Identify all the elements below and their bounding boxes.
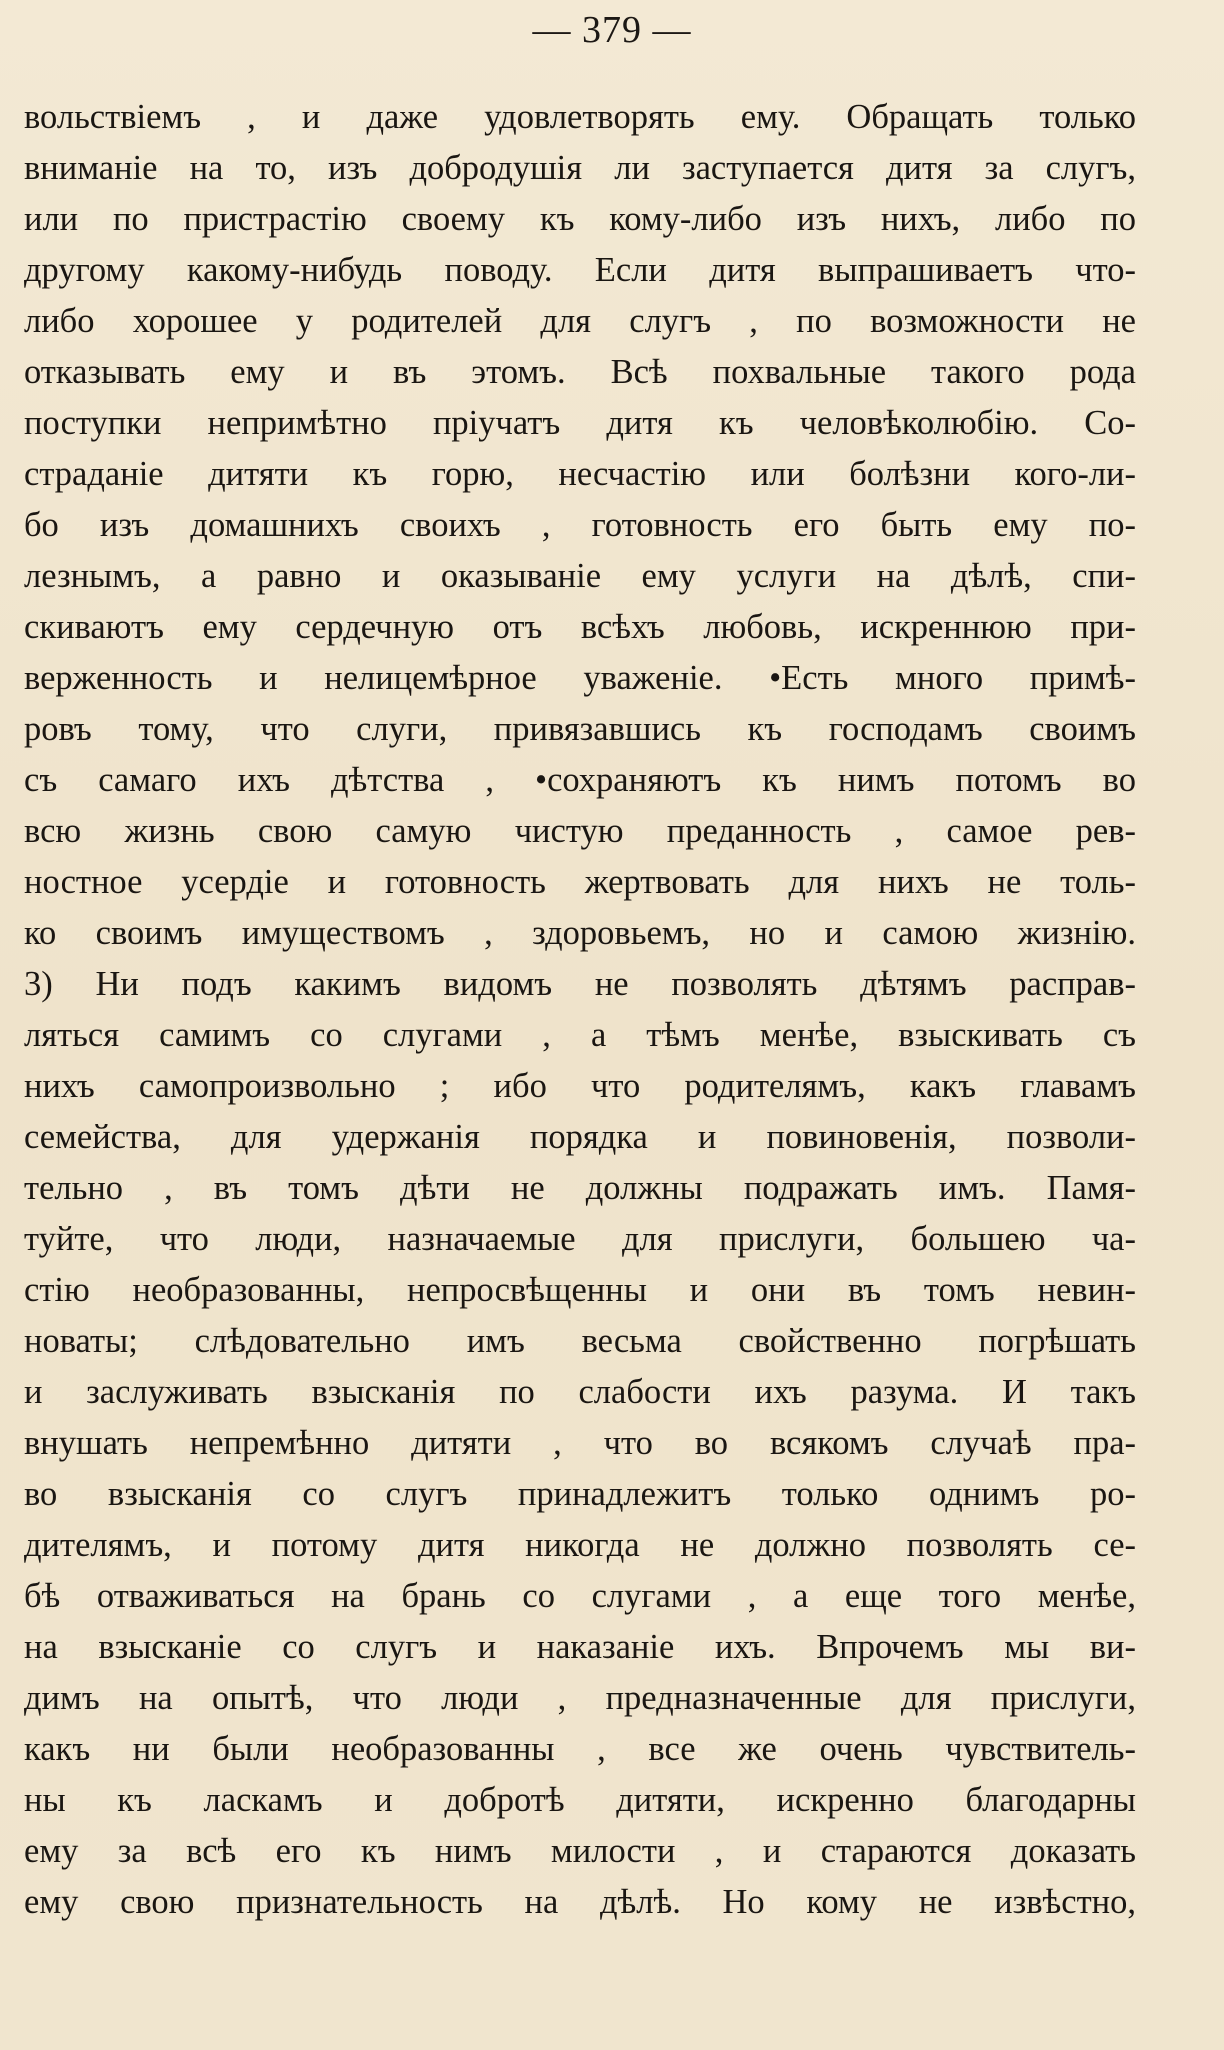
text-line: туйте, что люди, назначаемые для прислуги, большею ча- — [24, 1220, 1136, 1258]
text-line: димъ на опытѣ, что люди , предназначенные для прислуги, — [24, 1679, 1136, 1717]
text-line: внушать непремѣнно дитяти , что во всякомъ случаѣ пра- — [24, 1424, 1136, 1462]
text-line: либо хорошее у родителей для слугъ , по возможности не — [24, 302, 1136, 340]
text-line: верженность и нелицемѣрное уваженіе. •Есть много примѣ- — [24, 659, 1136, 697]
text-line: вниманіе на то, изъ добродушія ли заступается дитя за слугъ, — [24, 149, 1136, 187]
text-line: отказывать ему и въ этомъ. Всѣ похвальные такого рода — [24, 353, 1136, 391]
text-line: другому какому-нибудь поводу. Если дитя выпрашиваетъ что- — [24, 251, 1136, 289]
text-line: бо изъ домашнихъ своихъ , готовность его быть ему по- — [24, 506, 1136, 544]
text-line: тельно , въ томъ дѣти не должны подражать имъ. Памя- — [24, 1169, 1136, 1207]
text-line: семейства, для удержанія порядка и повиновенія, позволи- — [24, 1118, 1136, 1156]
text-line: съ самаго ихъ дѣтства , •сохраняютъ къ нимъ потомъ во — [24, 761, 1136, 799]
text-line: ностное усердіе и готовность жертвовать для нихъ не толь- — [24, 863, 1136, 901]
text-line: лезнымъ, а равно и оказываніе ему услуги на дѣлѣ, спи- — [24, 557, 1136, 595]
text-line: ны къ ласкамъ и добротѣ дитяти, искренно благодарны — [24, 1781, 1136, 1819]
text-line: новаты; слѣдовательно имъ весьма свойственно погрѣшать — [24, 1322, 1136, 1360]
text-line: какъ ни были необразованны , все же очень чувствитель- — [24, 1730, 1136, 1768]
text-line: ему за всѣ его къ нимъ милости , и стараются доказать — [24, 1832, 1136, 1870]
body-text — [24, 92, 1136, 1928]
text-line: ляться самимъ со слугами , а тѣмъ менѣе, взыскивать съ — [24, 1016, 1136, 1054]
page-number: — 379 — — [532, 9, 692, 51]
text-line: на взысканіе со слугъ и наказаніе ихъ. Впрочемъ мы ви- — [24, 1628, 1136, 1666]
text-line: скиваютъ ему сердечную отъ всѣхъ любовь, искреннюю при- — [24, 608, 1136, 646]
text-line: стію необразованны, непросвѣщенны и они въ томъ невин- — [24, 1271, 1136, 1309]
text-line: 3) Ни подъ какимъ видомъ не позволять дѣтямъ расправ- — [24, 965, 1136, 1003]
text-line: поступки непримѣтно пріучатъ дитя къ человѣколюбію. Со- — [24, 404, 1136, 442]
text-line: дителямъ, и потому дитя никогда не должно позволять се- — [24, 1526, 1136, 1564]
text-line: ему свою признательность на дѣлѣ. Но кому не извѣстно, — [24, 1883, 1136, 1921]
text-line: всю жизнь свою самую чистую преданность , самое рев- — [24, 812, 1136, 850]
text-line: вольствіемъ , и даже удовлетворять ему. Обращать только — [24, 98, 1136, 136]
text-line: во взысканія со слугъ принадлежитъ только однимъ ро- — [24, 1475, 1136, 1513]
text-line: нихъ самопроизвольно ; ибо что родителямъ, какъ главамъ — [24, 1067, 1136, 1105]
text-line: ко своимъ имуществомъ , здоровьемъ, но и самою жизнію. — [24, 914, 1136, 952]
text-line: бѣ отваживаться на брань со слугами , а еще того менѣе, — [24, 1577, 1136, 1615]
text-line: страданіе дитяти къ горю, несчастію или болѣзни кого-ли- — [24, 455, 1136, 493]
text-line: и заслуживать взысканія по слабости ихъ разума. И такъ — [24, 1373, 1136, 1411]
text-line: или по пристрастію своему къ кому-либо изъ нихъ, либо по — [24, 200, 1136, 238]
text-line: ровъ тому, что слуги, привязавшись къ господамъ своимъ — [24, 710, 1136, 748]
